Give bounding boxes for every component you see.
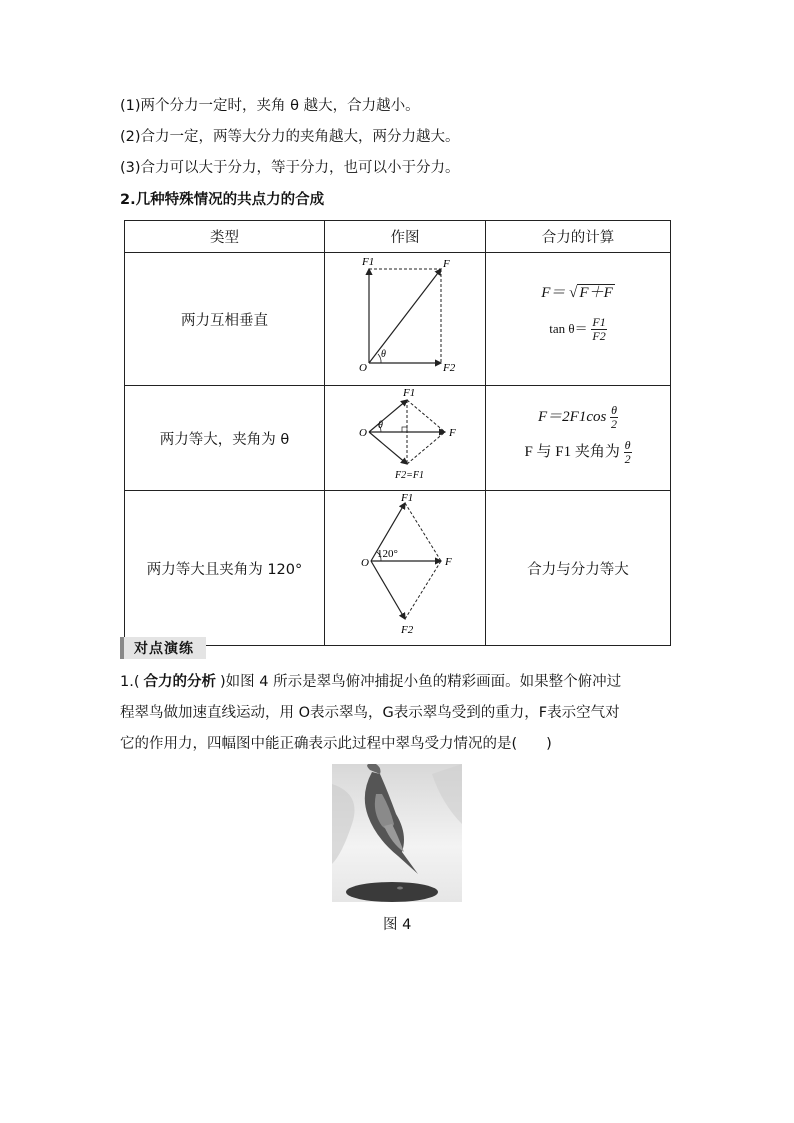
label-o: O — [359, 362, 367, 374]
label-f1: F1 — [403, 387, 416, 399]
label-o: O — [361, 557, 369, 569]
table-row — [125, 253, 671, 386]
figure-perpendicular — [325, 253, 486, 386]
label-o: O — [359, 427, 367, 439]
header-calc: 合力的计算 — [486, 221, 671, 253]
calc-120: 合力与分力等大 — [486, 491, 671, 646]
intro-point-1: (1)两个分力一定时，夹角 θ 越大，合力越小。 — [120, 98, 420, 114]
table-row — [125, 386, 671, 491]
perpendicular-forces-diagram — [325, 253, 485, 381]
dashed-bottom — [407, 432, 445, 464]
label-theta: θ — [381, 349, 386, 360]
header-type: 类型 — [125, 221, 325, 253]
intro-point-3: (3)合力可以大于分力，等于分力，也可以小于分力。 — [120, 160, 460, 176]
formula-tan: tan θ＝ $\frac{F1}{F2}$ — [549, 315, 606, 343]
label-theta: θ — [378, 420, 383, 431]
question-line-3: 它的作用力，四幅图中能正确表示此过程中翠鸟受力情况的是( ) — [120, 736, 552, 752]
label-f2: F2=F1 — [395, 470, 424, 481]
label-f: F — [449, 427, 456, 439]
formula-angle: F 与 F1 夹角为 $\frac{\theta}{2}$ — [524, 438, 631, 466]
right-angle-mark — [402, 427, 407, 432]
header-figure: 作图 — [325, 221, 486, 253]
figure-caption: 图 4 — [383, 917, 412, 933]
formula-cos: F＝2F1cos $\frac{\theta}{2}$ — [538, 403, 618, 431]
calc-perpendicular — [486, 253, 671, 386]
intro-point-2: (2)合力一定，两等大分力的夹角越大，两分力越大。 — [120, 129, 460, 145]
table-row — [125, 491, 671, 646]
label-f1: F1 — [401, 492, 414, 504]
question-line-2: 程翠鸟做加速直线运动，用 O表示翠鸟，G表示翠鸟受到的重力，F表示空气对 — [120, 705, 620, 721]
kingfisher-photo — [332, 764, 462, 902]
row-type-120: 两力等大且夹角为 120° — [125, 491, 325, 646]
label-f1: F1 — [362, 256, 375, 268]
equal-120-diagram — [325, 491, 485, 641]
label-angle: 120° — [377, 548, 398, 560]
f2-vector — [369, 432, 407, 464]
figure-equal — [325, 386, 486, 491]
kingfisher-illustration — [332, 764, 462, 902]
label-f: F — [443, 258, 450, 270]
row-type-equal: 两力等大，夹角为 θ — [125, 386, 325, 491]
table-header-row — [125, 221, 671, 253]
question-line-1: 1.( 合力的分析 )如图 4 所示是翠鸟俯冲捕捉小鱼的精彩画面。如果整个俯冲过 — [120, 674, 622, 690]
label-f: F — [445, 556, 452, 568]
force-composition-table — [124, 220, 671, 646]
practice-section-tag: 对点演练 — [120, 637, 206, 659]
sqrt-symbol: √ — [569, 285, 578, 301]
resultant-vector — [369, 269, 441, 363]
figure-120 — [325, 491, 486, 646]
f2-vector — [371, 561, 405, 619]
f1-vector — [369, 400, 407, 432]
row-type-perpendicular: 两力互相垂直 — [125, 253, 325, 386]
dashed-top — [407, 400, 445, 432]
label-f2: F2 — [443, 362, 456, 374]
calc-equal — [486, 386, 671, 491]
label-f2: F2 — [401, 624, 414, 636]
equal-forces-diagram — [325, 386, 485, 486]
formula-magnitude: F＝ √ F＋F — [541, 285, 613, 301]
dashed-bottom — [405, 561, 441, 619]
section-heading: 2.几种特殊情况的共点力的合成 — [120, 192, 325, 208]
dashed-top — [405, 503, 441, 561]
